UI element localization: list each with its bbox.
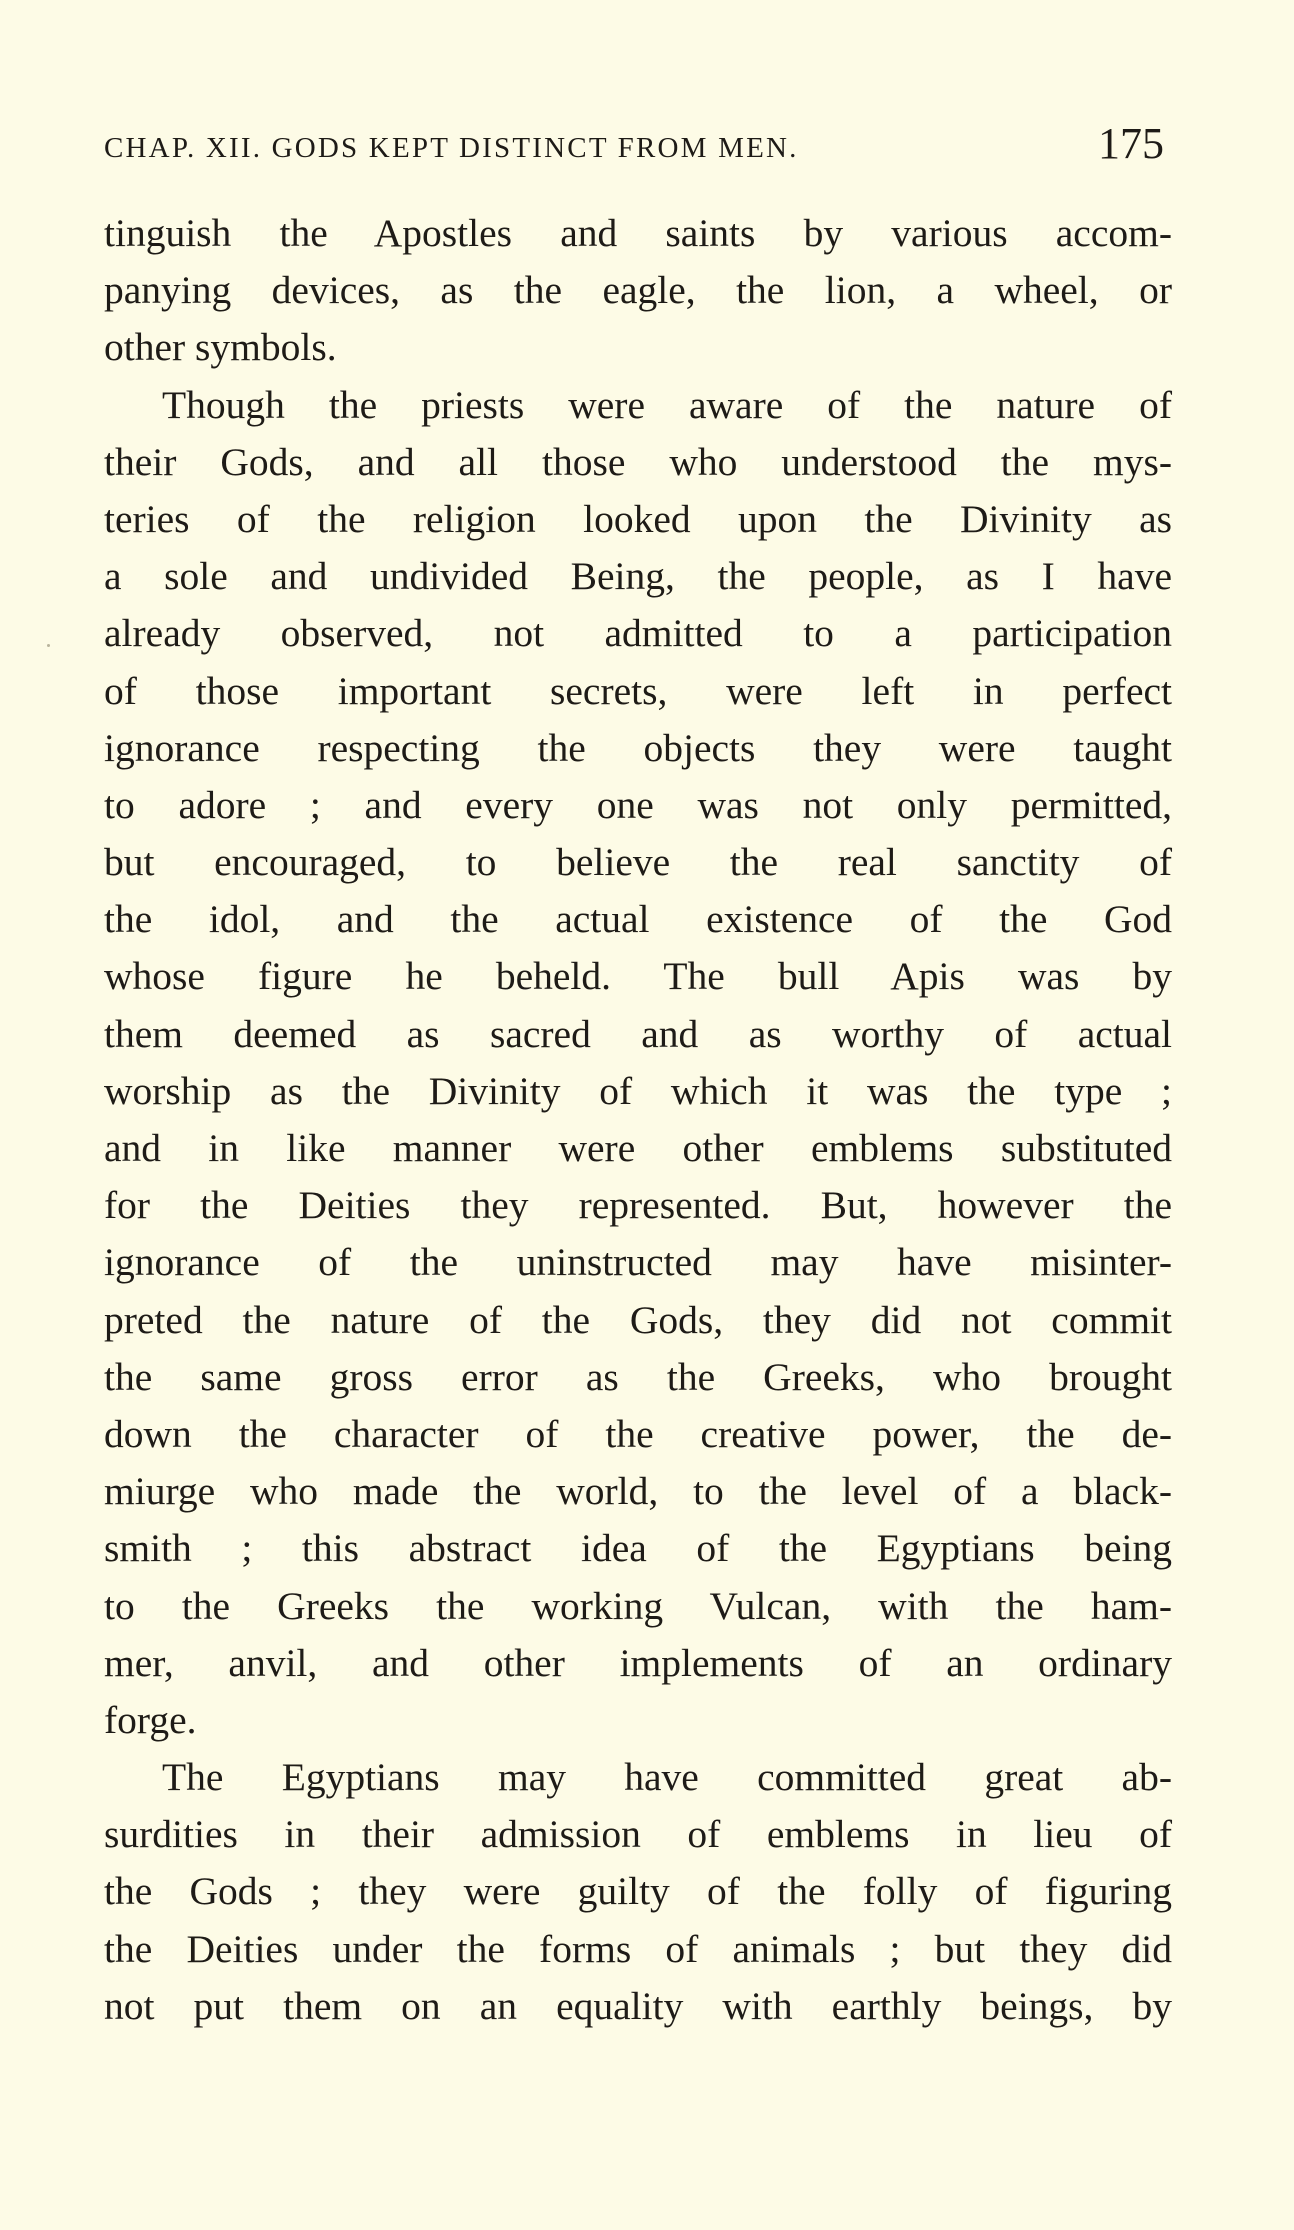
running-head: CHAP. XII. GODS KEPT DISTINCT FROM MEN. xyxy=(104,132,799,164)
text-line: smith ; this abstract idea of the Egyptians being xyxy=(104,1526,1172,1571)
text-line: teries of the religion looked upon the Divinity as xyxy=(104,496,1172,541)
text-line: other symbols. xyxy=(104,325,337,370)
text-line: and in like manner were other emblems substituted xyxy=(104,1126,1172,1170)
text-line: the idol, and the actual existence of the God xyxy=(104,897,1172,942)
page-header xyxy=(104,118,1164,182)
text-line: but encouraged, to believe the real sanctity of xyxy=(104,840,1172,885)
text-line: whose figure he beheld. The bull Apis was by xyxy=(104,954,1172,999)
body-text xyxy=(104,205,1172,2035)
text-line: them deemed as sacred and as worthy of actual xyxy=(104,1011,1172,1056)
text-line: tinguish the Apostles and saints by various accom- xyxy=(104,211,1172,255)
text-line: Though the priests were aware of the nature of xyxy=(162,382,1172,427)
text-line: not put them on an equality with earthly beings, by xyxy=(104,1983,1172,2028)
text-line: down the character of the creative power, the de- xyxy=(104,1411,1172,1456)
text-line: surdities in their admission of emblems in lieu of xyxy=(104,1812,1172,1857)
text-line: forge. xyxy=(104,1697,197,1742)
text-line: preted the nature of the Gods, they did not commit xyxy=(104,1297,1172,1342)
page-number: 175 xyxy=(1098,119,1164,168)
text-line: their Gods, and all those who understood the mys- xyxy=(104,439,1172,484)
text-line: to the Greeks the working Vulcan, with the ham- xyxy=(104,1583,1172,1628)
text-line: mer, anvil, and other implements of an ordinary xyxy=(104,1640,1172,1685)
text-line: ignorance respecting the objects they were taught xyxy=(104,725,1172,770)
text-line: miurge who made the world, to the level of a black- xyxy=(104,1469,1172,1514)
text-line: a sole and undivided Being, the people, as I have xyxy=(104,554,1172,599)
text-line: for the Deities they represented. But, however the xyxy=(104,1183,1172,1228)
text-line: the Gods ; they were guilty of the folly of figuring xyxy=(104,1869,1172,1914)
text-line: to adore ; and every one was not only permitted, xyxy=(104,782,1172,827)
text-line: the Deities under the forms of animals ; but they did xyxy=(104,1926,1172,1971)
text-line: The Egyptians may have committed great ab- xyxy=(162,1755,1172,1800)
text-line: panying devices, as the eagle, the lion, a wheel, or xyxy=(104,268,1172,313)
text-line: of those important secrets, were left in perfect xyxy=(104,668,1172,713)
text-line: worship as the Divinity of which it was the type ; xyxy=(104,1068,1172,1113)
margin-mark xyxy=(47,644,50,647)
text-line: the same gross error as the Greeks, who brought xyxy=(104,1354,1172,1399)
text-line: already observed, not admitted to a participation xyxy=(104,611,1172,656)
text-line: ignorance of the uninstructed may have misinter- xyxy=(104,1240,1172,1285)
